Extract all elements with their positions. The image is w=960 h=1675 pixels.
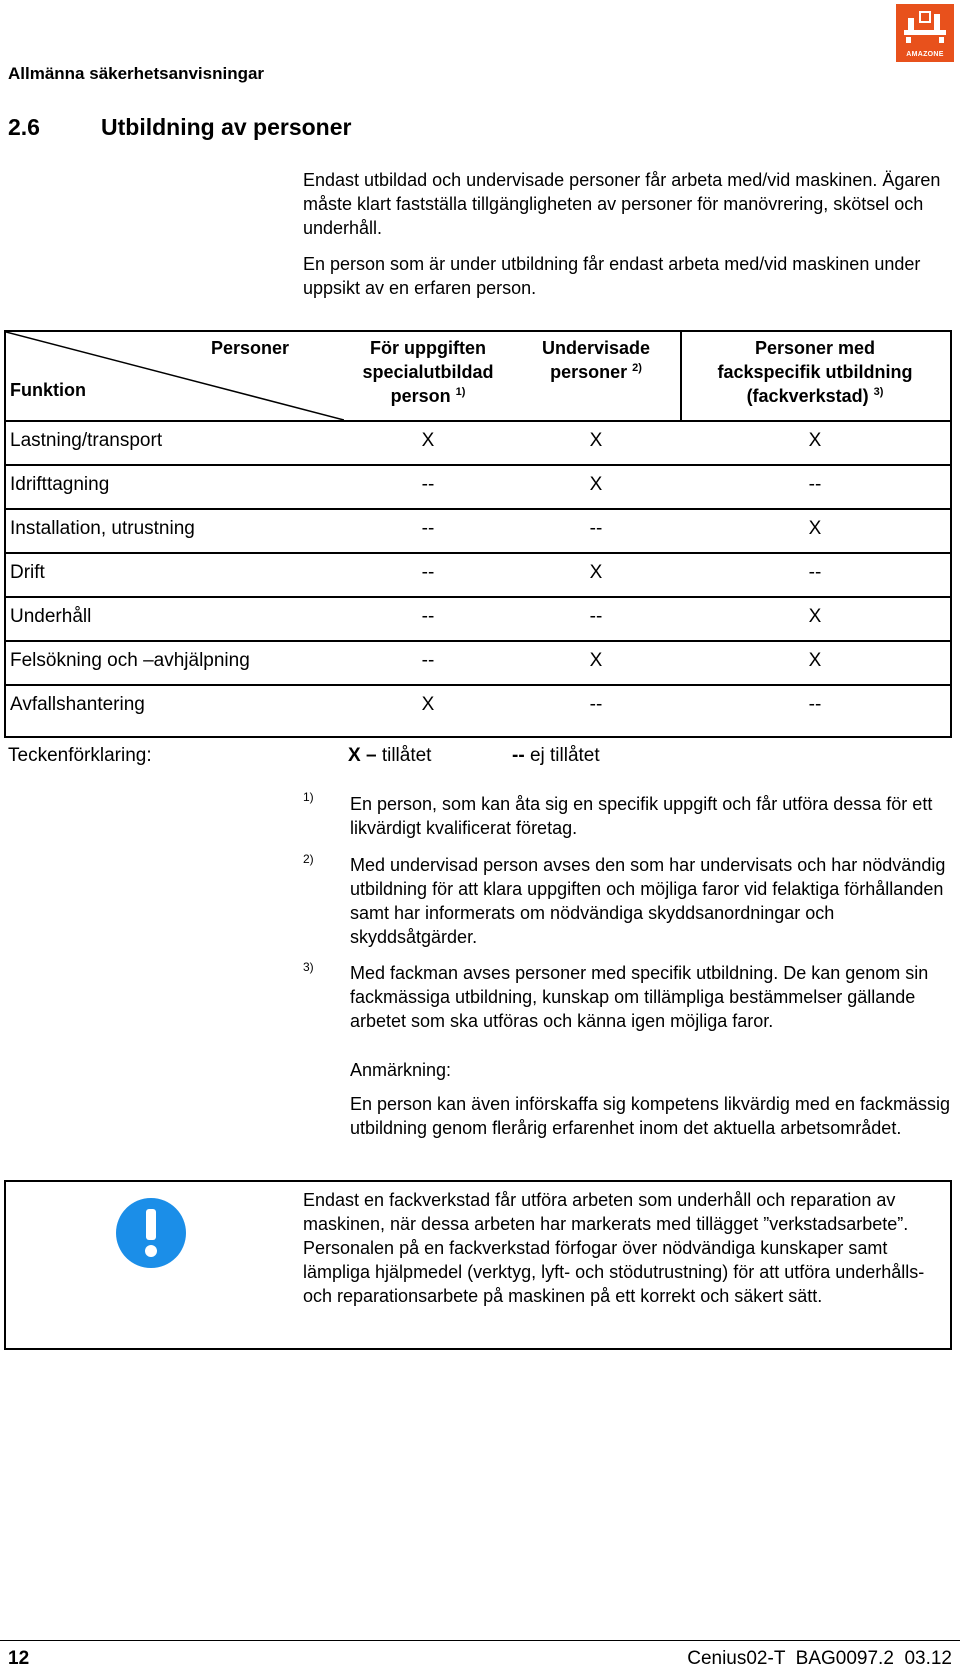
- row-label: Felsökning och –avhjälpning: [10, 650, 250, 671]
- row-cell: --: [421, 606, 435, 627]
- exclamation-icon: [116, 1198, 186, 1268]
- row-cell: --: [589, 694, 603, 715]
- row-cell: --: [589, 518, 603, 539]
- amazone-logo: [896, 4, 954, 62]
- row-label: Avfallshantering: [10, 694, 145, 715]
- footnote-mark: 1): [303, 790, 314, 804]
- row-cell: --: [808, 694, 822, 715]
- footnote-text: Med fackman avses personer med specifik utbildning. De kan genom sin fackmässiga utbildning, kunskap om tillämpliga bestämmelser gällande arbetet som ska utföras och känna igen möjliga faror.: [350, 963, 929, 1031]
- corner-label-function: Funktion: [10, 380, 86, 400]
- row-cell: X: [589, 650, 603, 671]
- row-cell: X: [808, 518, 822, 539]
- row-label: Idrifttagning: [10, 474, 110, 495]
- row-cell: X: [421, 430, 435, 451]
- row-cell: --: [808, 474, 822, 495]
- row-label: Installation, utrustning: [10, 518, 195, 539]
- row-cell: --: [421, 474, 435, 495]
- footnote-text: Med undervisad person avses den som har undervisats och har nödvändig utbildning för att klara uppgiften och möjliga faror vid felaktiga förhållanden samt har informerats om nödvändiga skyddsanordningar och skyddsåtgärder.: [350, 855, 946, 947]
- row-cell: X: [808, 430, 822, 451]
- row-cell: X: [808, 606, 822, 627]
- row-label: Underhåll: [10, 606, 92, 627]
- section-number: 2.6: [8, 114, 40, 140]
- row-cell: --: [421, 562, 435, 583]
- intro-paragraph-2: En person som är under utbildning får endast arbeta med/vid maskinen under uppsikt av en erfaren person.: [303, 254, 921, 298]
- row-cell: X: [808, 650, 822, 671]
- intro-paragraph-1: Endast utbildad och undervisade personer får arbeta med/vid maskinen. Ägaren måste klart fastställa tillgängligheten av personer för manövrering, skötsel och underhåll.: [303, 170, 941, 238]
- section-title: Utbildning av personer: [101, 114, 352, 140]
- remark-text: En person kan även införskaffa sig kompetens likvärdig med en fackmässig utbildning genom flerårig erfarenhet inom det aktuella arbetsområdet.: [350, 1094, 950, 1138]
- column-header-specialist: För uppgiften specialutbildad person $^{1)}$: [362, 338, 494, 406]
- row-label: Lastning/transport: [10, 430, 163, 451]
- footnote-mark: 2): [303, 852, 314, 866]
- training-table: [4, 330, 952, 738]
- row-cell: X: [589, 430, 603, 451]
- column-header-workshop: Personer med fackspecifik utbildning (fackverkstad) $^{3)}$: [717, 338, 913, 406]
- legend-not-allowed: -- ej tillåtet: [512, 745, 600, 766]
- footer-divider: [0, 1640, 960, 1641]
- tractor-logo-icon: [896, 4, 954, 48]
- row-cell: --: [421, 518, 435, 539]
- page-number: 12: [8, 1648, 30, 1669]
- legend-label: Teckenförklaring:: [8, 745, 152, 766]
- legend-allowed: X – tillåtet: [348, 745, 432, 766]
- corner-label-persons: Personer: [211, 338, 290, 358]
- row-cell: X: [589, 562, 603, 583]
- chapter-title: Allmänna säkerhetsanvisningar: [8, 64, 265, 83]
- row-label: Drift: [10, 562, 45, 583]
- row-cell: --: [808, 562, 822, 583]
- footnote-mark: 3): [303, 960, 314, 974]
- row-cell: X: [421, 694, 435, 715]
- row-cell: --: [589, 606, 603, 627]
- document-id: Cenius02-T BAG0097.2 03.12: [687, 1648, 952, 1669]
- corner-diagonal: [6, 332, 344, 420]
- logo-text: AMAZONE: [906, 51, 944, 58]
- remark-label: Anmärkning:: [350, 1060, 452, 1080]
- footnote-text: En person, som kan åta sig en specifik uppgift och får utföra dessa för ett likvärdigt kvalificerat företag.: [350, 794, 933, 838]
- notice-text: Endast en fackverkstad får utföra arbeten som underhåll och reparation av maskinen, när dessa arbeten har markerats med tillägget ”verkstadsarbete”. Personalen på en fackverkstad förfogar över nödvändiga kunskaper samt lämpliga hjälpmedel (verktyg, lyft- och stödutrustning) för att utföra underhålls- och reparationsarbete på maskinen på ett korrekt och säkert sätt.: [303, 1190, 925, 1306]
- column-header-instructed: Undervisade personer $^{2)}$: [541, 338, 651, 382]
- row-cell: --: [421, 650, 435, 671]
- row-cell: X: [589, 474, 603, 495]
